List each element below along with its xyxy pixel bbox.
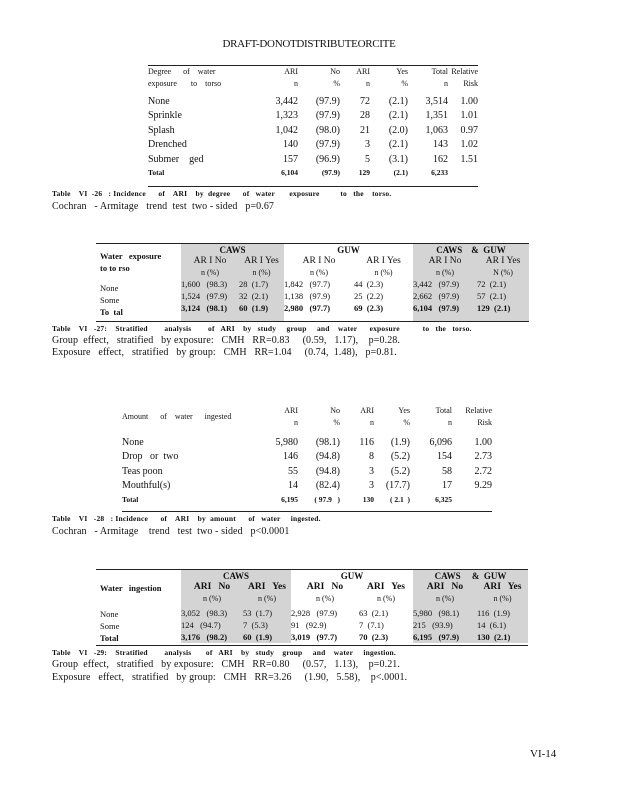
table-caption: Table VI -27: Stratified analysis of ARI by study group and water exposure to the torso. (52, 324, 472, 333)
table-row: 3,052 (98.3) 53 (1.7) 2,928 (97.9) 63 (2.1) 5,980 (98.1) 116 (1.9) (181, 608, 510, 618)
table-note: Group effect, stratified by exposure: CMH RR=0.80 (0.57, 1.13), p=0.21. (52, 659, 401, 670)
row-label: None (100, 283, 119, 293)
table-bottom-rule (96, 645, 528, 646)
table-row: Teas poon 55 (94.8) 3 (5.2) 58 2.72 (122, 465, 492, 477)
table-row: None 5,980 (98.1) 116 (1.9) 6,096 1.00 (122, 436, 492, 448)
row-header: to to rso (100, 263, 130, 273)
row-label: None (100, 609, 119, 619)
table-row: None 3,442 (97.9) 72 (2.1) 3,514 1.00 (148, 95, 478, 107)
table-vi-26 (148, 66, 478, 179)
row-label: Some (100, 295, 120, 305)
row-header: Water exposure (100, 251, 162, 261)
row-label: Some (100, 621, 120, 631)
table-caption: Table VI -29: Stratified analysis of ARI by study group and water ingestion. (52, 648, 396, 657)
group-header: CAWS & GUW (436, 244, 506, 255)
table-vi-27: CAWS GUW CAWS & GUW AR I No AR I Yes AR I No AR I Yes AR I No AR I Yes n (%) n (%) n (%) n (%) n (%) N (%) 1,600 (98.3) 28 (1.7) 1,842 (97.7) 44 (2.3) 3,442 (97.9) 72 (2.1) 1,524 (97.9) 32 (2.1) 1,138 (97.9) 25 (2.2) 2,662 (97.9) 57 (2.1) 3,124 (98.1) 60 (1.9) 2,980 (97.7) 69 (2.3) 6,104 (97.9) 129 (2.1) (181, 244, 529, 314)
table-row: 1,600 (98.3) 28 (1.7) 1,842 (97.7) 44 (2.3) 3,442 (97.9) 72 (2.1) (181, 279, 507, 289)
group-header: CAWS & GUW (434, 570, 507, 581)
table-bottom-rule (122, 511, 492, 512)
row-header: Water ingestion (100, 583, 162, 593)
group-header: GUW (340, 570, 364, 581)
table-row: Sprinkle 1,323 (97.9) 28 (2.1) 1,351 1.01 (148, 110, 478, 122)
table-row: Mouthful(s) 14 (82.4) 3 (17.7) 17 9.29 (122, 480, 492, 492)
table-bottom-rule (148, 186, 478, 187)
table-header-row: Degree of water exposure to torso ARI n No % ARI n Yes % Total n Relative Risk (148, 67, 478, 88)
table-total-row: 3,124 (98.1) 60 (1.9) 2,980 (97.7) 69 (2.3) 6,104 (97.9) 129 (2.1) (181, 303, 511, 313)
row-label: To tal (100, 307, 123, 317)
table-total-row: 3,176 (98.2) 60 (1.9) 3,019 (97.7) 70 (2.3) 6,195 (97.9) 130 (2.1) (181, 632, 511, 642)
table-total-row: Total 6,195 ( 97.9 ) 130 ( 2.1 ) 6,325 (122, 494, 452, 504)
group-header: GUW (337, 244, 360, 255)
table-bottom-rule (96, 321, 529, 322)
table-note: Exposure effect, stratified by group: CMH RR=3.26 (1.90, 5.58), p<.0001. (52, 672, 408, 683)
table-row: Drop or two 146 (94.8) 8 (5.2) 154 2.73 (122, 451, 492, 463)
table-caption: Table VI -28 : Incidence of ARI by amount of water ingested. (52, 514, 321, 523)
table-vi-29: CAWS GUW CAWS & GUW ARI No ARI Yes ARI No ARI Yes ARI No ARI Yes n (%) n (%) n (%) n (%) n (%) n (%) 3,052 (98.3) 53 (1.7) 2,928 (97.9) 63 (2.1) 5,980 (98.1) 116 (1.9) 124 (94.7) 7 (5.3) 91 (92.9) 7 (7.1) 215 (93.9) 14 (6.1) 3,176 (98.2) 60 (1.9) 3,019 (97.7) 70 (2.3) 6,195 (97.9) 130 (2.1) (181, 570, 528, 643)
table-row: Drenched 140 (97.9) 3 (2.1) 143 1.02 (148, 139, 478, 151)
row-label: Total (100, 633, 119, 643)
table-note: Cochran - Armitage trend test two - sided p<0.0001 (52, 526, 290, 537)
table-row: 1,524 (97.9) 32 (2.1) 1,138 (97.9) 25 (2.2) 2,662 (97.9) 57 (2.1) (181, 291, 507, 301)
group-header: CAWS (222, 570, 249, 581)
table-note: Exposure effect, stratified by group: CMH RR=1.04 (0.74, 1.48), p=0.81. (52, 347, 397, 358)
table-vi-28 (122, 405, 492, 505)
page-header: DRAFT-DONOTDISTRIBUTEORCITE (222, 38, 396, 50)
table-row: 124 (94.7) 7 (5.3) 91 (92.9) 7 (7.1) 215 (93.9) 14 (6.1) (181, 620, 507, 630)
page-number: VI-14 (530, 748, 557, 760)
table-note: Cochran - Armitage trend test two - sided p=0.67 (52, 201, 275, 212)
table-note: Group effect, stratified by exposure: CMH RR=0.83 (0.59, 1.17), p=0.28. (52, 335, 401, 346)
table-header-row: Amount of water ingested ARI n No % ARI n Yes % Total n Relative Risk (122, 406, 492, 427)
table-row: Splash 1,042 (98.0) 21 (2.0) 1,063 0.97 (148, 124, 478, 136)
group-header: CAWS (219, 244, 246, 255)
table-row: Submer ged 157 (96.9) 5 (3.1) 162 1.51 (148, 153, 478, 165)
table-caption: Table VI -26 : Incidence of ARI by degree of water exposure to the torso. (52, 189, 392, 198)
table-total-row: Total 6,104 (97.9) 129 (2.1) 6,233 (148, 168, 448, 177)
